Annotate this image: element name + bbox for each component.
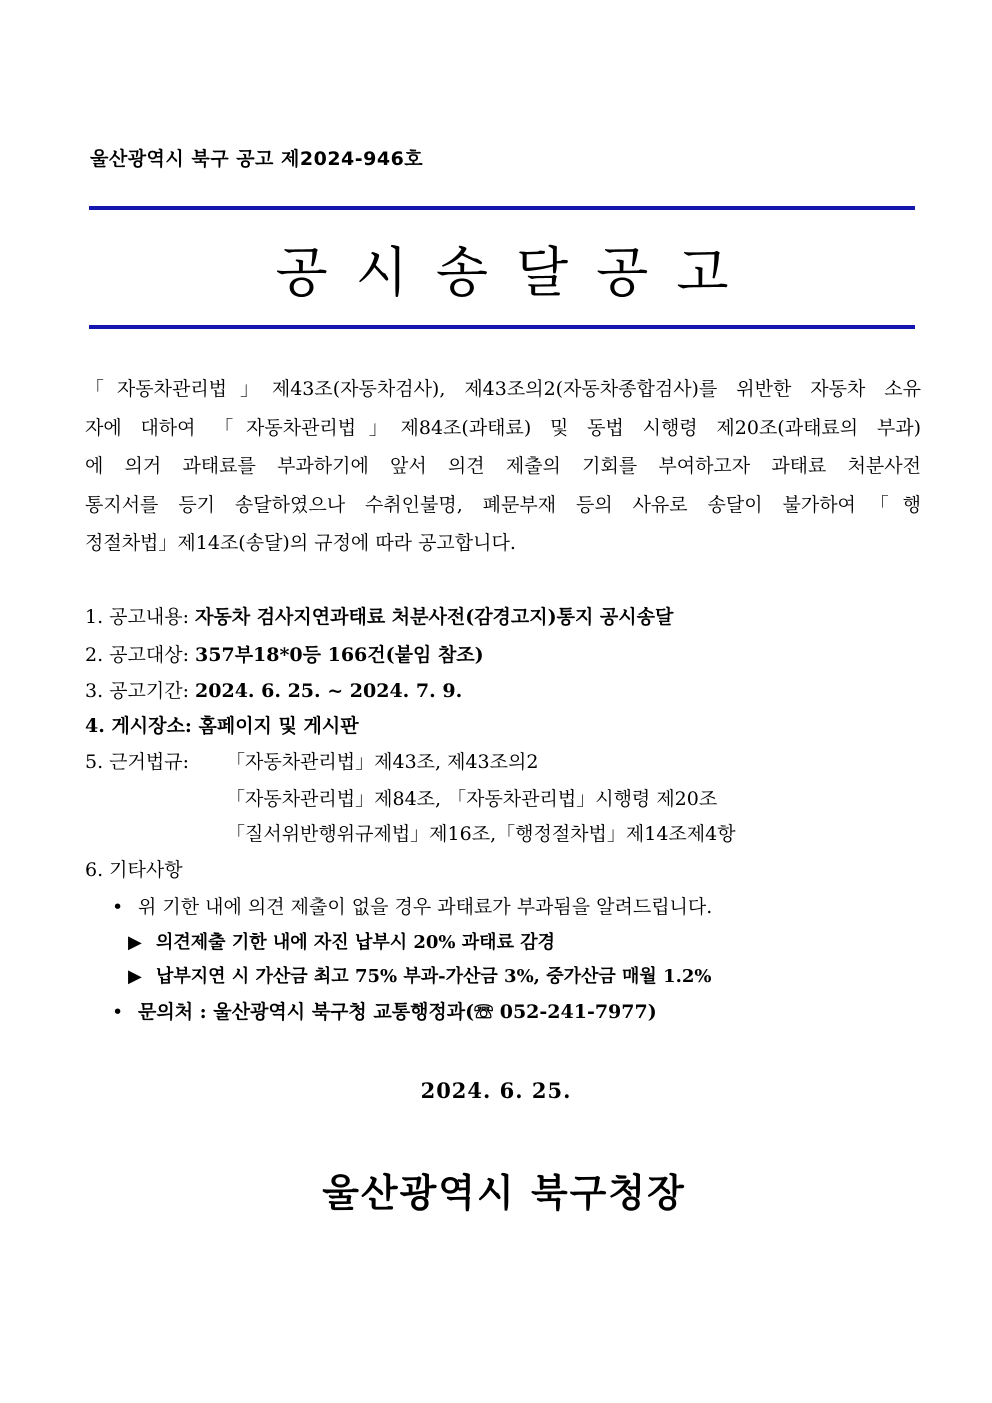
item-label: 5. 근거법규: (85, 751, 189, 773)
notice-body (85, 370, 921, 563)
bullet-item (112, 892, 712, 919)
item-label: 3. 공고기간: (85, 680, 196, 702)
bullet-dot-icon: • (112, 896, 124, 918)
item-value: 2024. 6. 25. ~ 2024. 7. 9. (195, 680, 463, 702)
item-legal-basis (85, 747, 189, 774)
body-line: 정절차법」제14조(송달)의 규정에 따라 공고합니다. (85, 532, 516, 554)
item-value: 자동차 검사지연과태료 처분사전(감경고지)통지 공시송달 (195, 606, 674, 628)
title-bottom-rule (89, 325, 915, 329)
item-label: 6. 기타사항 (85, 859, 183, 881)
bullet-item (112, 997, 657, 1024)
legal-basis-line: 「자동차관리법」제84조, 「자동차관리법」시행령 제20조 (226, 788, 718, 810)
contact-text: 문의처 : 울산광역시 북구청 교통행정과(☏ 052-241-7977) (138, 1001, 657, 1023)
body-line: 「자동차관리법」제43조(자동차검사), 제43조의2(자동차종합검사)를 위반한 자동차 소유 (85, 378, 921, 400)
item-notice-target (85, 640, 484, 667)
item-other-matters (85, 855, 183, 882)
item-value: 홈페이지 및 게시판 (198, 715, 359, 737)
arrow-text: 납부지연 시 가산금 최고 75% 부과-가산금 3%, 중가산금 매월 1.2% (156, 966, 712, 987)
item-notice-content (85, 602, 673, 629)
item-posting-place (85, 711, 359, 738)
body-line: 에 의거 과태료를 부과하기에 앞서 의견 제출의 기회를 부여하고자 과태료 처분사전 (85, 455, 921, 477)
item-label: 2. 공고대상: (85, 644, 196, 666)
item-label: 4. 게시장소: (85, 715, 199, 737)
legal-basis-line: 「자동차관리법」제43조, 제43조의2 (226, 751, 539, 773)
issuer-name: 울산광역시 북구청장 (322, 1171, 686, 1215)
triangle-right-icon: ▶ (128, 966, 142, 987)
item-label: 1. 공고내용: (85, 606, 196, 628)
arrow-text: 의견제출 기한 내에 자진 납부시 20% 과태료 감경 (156, 932, 556, 953)
arrow-item (128, 962, 711, 988)
page-title: 공시송달공고 (275, 241, 757, 304)
bullet-dot-icon: • (112, 1001, 124, 1023)
item-value: 357부18*0등 166건(붙임 참조) (195, 644, 484, 666)
bullet-text: 위 기한 내에 의견 제출이 없을 경우 과태료가 부과됨을 알려드립니다. (138, 896, 713, 918)
body-line: 자에 대하여 「자동차관리법」제84조(과태료) 및 동법 시행령 제20조(과태료의 부과) (85, 416, 921, 439)
body-line: 통지서를 등기 송달하였으나 수취인불명, 폐문부재 등의 사유로 송달이 불가하여「행 (85, 493, 921, 516)
document-number: 울산광역시 북구 공고 제2024-946호 (90, 148, 424, 170)
arrow-item (128, 928, 555, 954)
title-top-rule (89, 206, 915, 210)
item-notice-period (85, 676, 462, 703)
legal-basis-line: 「질서위반행위규제법」제16조,「행정절차법」제14조제4항 (226, 823, 736, 845)
triangle-right-icon: ▶ (128, 932, 142, 953)
notice-date: 2024. 6. 25. (420, 1078, 572, 1103)
